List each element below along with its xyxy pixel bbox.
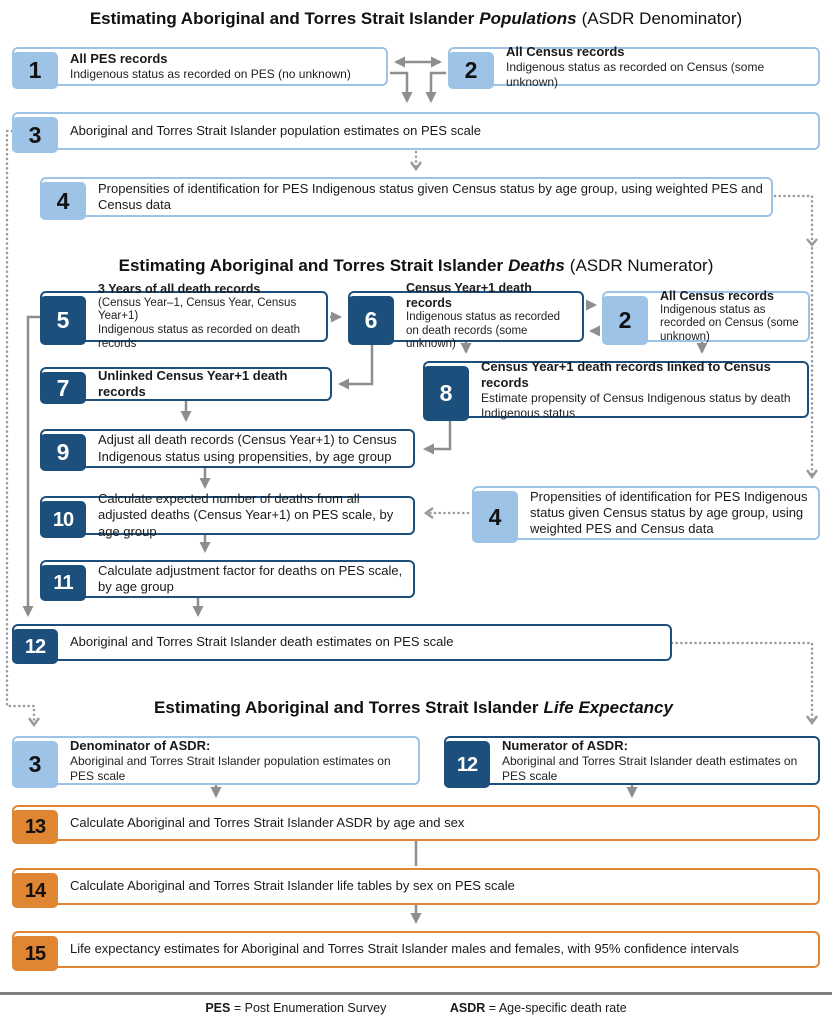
step-6-subtitle: Indigenous status as recorded on death records (some unknown) [406,311,561,351]
section-title-deaths-em: Deaths [508,256,565,275]
abbreviation-legend [0,1001,832,1015]
arrow-box1-to-box3 [390,73,407,101]
step-6-title: Census Year+1 death records [406,281,532,311]
step-7-title: Unlinked Census Year+1 death records [98,367,288,399]
legend-asdr-abbr: ASDR [449,1001,486,1015]
section-title-life-prefix: Estimating Aboriginal and Torres Strait Islander [154,698,539,717]
step-15-text: Life expectancy estimates for Aboriginal and Torres Strait Islander males and females, with 95% confidence intervals [70,941,739,957]
section-title-populations-em: Populations [479,9,577,28]
step-15-number: 15 [12,936,58,971]
step-8-subtitle: Estimate propensity of Census Indigenous status by death Indigenous status [481,391,791,420]
step-1-subtitle: Indigenous status as recorded on PES (no unknown) [70,67,351,82]
step-3-repeat-denominator [12,736,420,785]
section-title-life-em: Life Expectancy [543,698,673,717]
step-4-repeat-propensities [472,486,820,540]
step-8-number: 8 [423,366,469,421]
step-13-calculate-asdr [12,805,820,841]
step-3-population-estimates [12,112,820,150]
step-13-text: Calculate Aboriginal and Torres Strait Islander ASDR by age and sex [70,814,465,830]
step-8-title: Census Year+1 death records linked to Census records [481,358,771,390]
step-11-number: 11 [40,565,86,601]
step-3-repeat-subtitle: Aboriginal and Torres Strait Islander population estimates on PES scale [70,754,391,783]
step-12-text: Aboriginal and Torres Strait Islander death estimates on PES scale [70,634,454,650]
step-12-repeat-subtitle: Aboriginal and Torres Strait Islander death estimates on PES scale [502,754,798,783]
legend-pes [205,1001,386,1015]
step-1-all-pes-records [12,47,388,86]
arrow-box2-to-box3 [431,73,446,101]
step-4-propensities [40,177,773,217]
step-2-number: 2 [448,52,494,89]
step-12-repeat-number: 12 [444,741,490,788]
step-3-repeat-number: 3 [12,741,58,788]
step-10-expected-deaths [40,491,415,539]
legend-pes-abbr: PES [205,1001,231,1015]
step-10-number: 10 [40,501,86,538]
step-3-repeat-title: Denominator of ASDR: [70,737,211,753]
section-title-populations-suffix: (ASDR Denominator) [581,9,743,28]
step-5-line3: Indigenous status as recorded on death records [98,324,301,350]
step-12-number: 12 [12,629,58,664]
step-12-repeat-numerator [444,736,820,785]
step-8-linked-death-records [423,358,809,420]
arrow-box8-to-box9 [425,418,450,449]
step-12-repeat-title: Numerator of ASDR: [502,737,628,753]
section-title-deaths [0,256,832,276]
step-6-number: 6 [348,296,394,345]
step-14-life-tables [12,868,820,905]
footer-divider [0,992,832,995]
step-13-number: 13 [12,810,58,844]
step-3-text: Aboriginal and Torres Strait Islander population estimates on PES scale [70,122,481,138]
section-title-deaths-suffix: (ASDR Numerator) [569,256,714,275]
legend-pes-def: = Post Enumeration Survey [233,1001,387,1015]
legend-asdr [450,1001,627,1015]
step-6-census-year1-death-records [348,281,584,351]
step-2-subtitle: Indigenous status as recorded on Census (some unknown) [506,60,765,89]
step-10-text: Calculate expected number of deaths from all adjusted deaths (Census Year+1) on PES scale, by age group [98,491,394,539]
section-title-populations-prefix: Estimating Aboriginal and Torres Strait Islander [89,9,475,28]
step-2-repeat-number: 2 [602,296,648,345]
step-1-number: 1 [12,52,58,89]
step-5-number: 5 [40,296,86,345]
step-3-number: 3 [12,117,58,153]
step-2-repeat-title: All Census records [660,288,774,303]
step-12-death-estimates [12,624,672,661]
step-4-number: 4 [40,182,86,220]
arrow-box6-to-box7 [340,342,372,384]
step-2-all-census-records [448,43,820,89]
step-2-repeat-subtitle: Indigenous status as recorded on Census (some unknown) [660,303,799,343]
step-7-number: 7 [40,372,86,404]
step-14-text: Calculate Aboriginal and Torres Strait Islander life tables by sex on PES scale [70,878,515,894]
section-title-life-expectancy [0,698,832,718]
step-7-unlinked-death-records [40,367,332,401]
step-2-repeat-all-census-records [602,288,810,343]
step-1-title: All PES records [70,51,168,67]
legend-asdr-def: = Age-specific death rate [488,1001,627,1015]
step-4-repeat-number: 4 [472,491,518,543]
step-14-number: 14 [12,873,58,908]
step-5-line2: (Census Year–1, Census Year, Census Year+1) [98,296,297,323]
step-11-adjustment-factor [40,560,415,598]
step-4-repeat-text: Propensities of identification for PES Indigenous status given Census status by age group, using weighted PES and Census data [530,488,808,537]
step-15-life-expectancy-estimates [12,931,820,968]
arrow-box5-to-box12 [28,317,40,615]
step-5-title: 3 Years of all death records [98,281,261,296]
step-5-three-years-death-records [40,281,328,350]
step-11-text: Calculate adjustment factor for deaths on PES scale, by age group [98,562,403,594]
section-title-populations [0,9,832,29]
step-9-number: 9 [40,434,86,471]
step-4-text: Propensities of identification for PES Indigenous status given Census status by age group, using weighted PES and Census data [98,180,763,212]
step-9-text: Adjust all death records (Census Year+1) to Census Indigenous status using propensities, by age group [98,432,397,464]
section-title-deaths-prefix: Estimating Aboriginal and Torres Strait Islander [118,256,504,275]
step-9-adjust-death-records [40,429,415,468]
step-2-title: All Census records [506,43,625,59]
